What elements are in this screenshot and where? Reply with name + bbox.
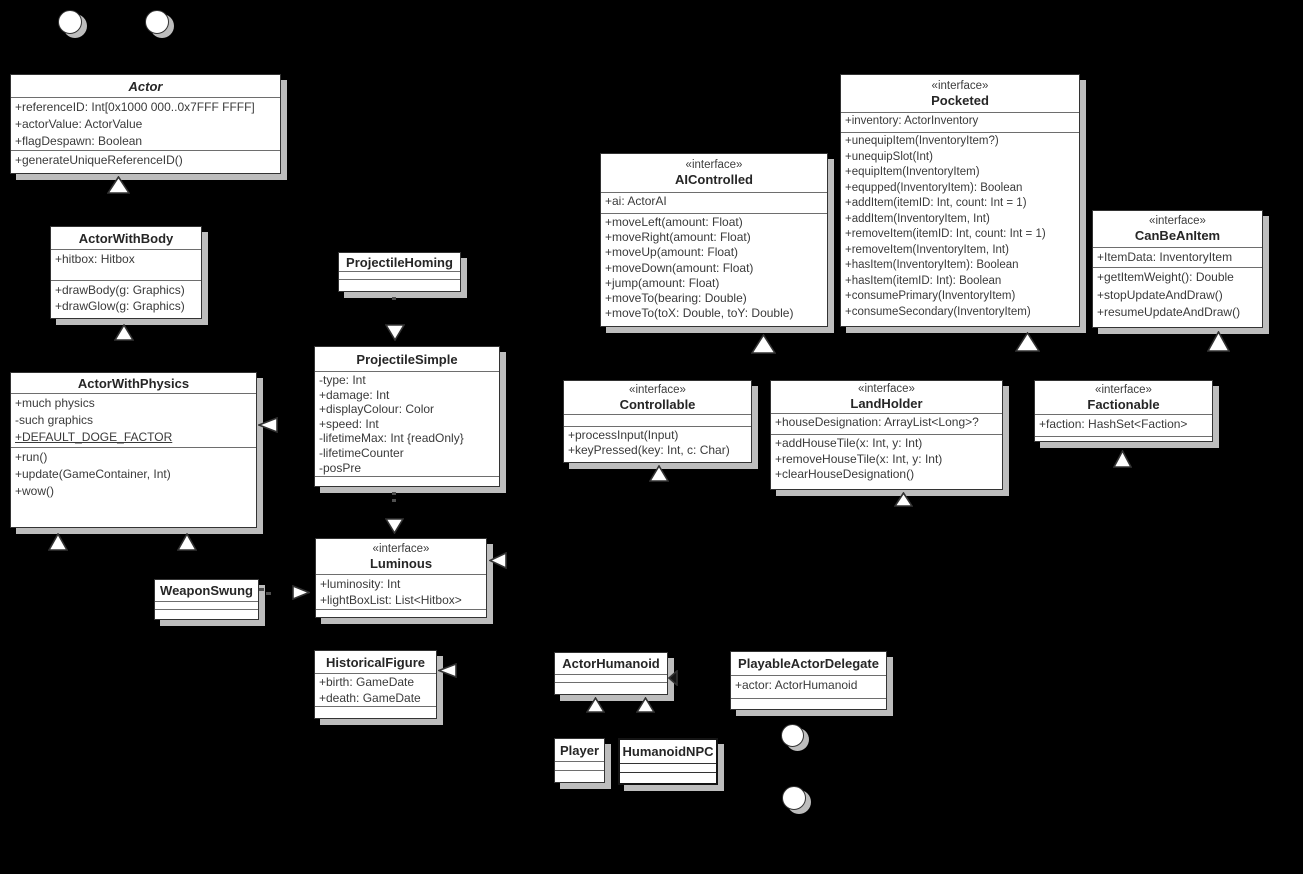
method-item: +hasItem(itemID: Int): Boolean — [845, 274, 1002, 287]
class-title — [316, 539, 486, 575]
methods-compartment — [339, 280, 460, 291]
attribute-item: +birth: GameDate — [319, 675, 415, 689]
attribute-item: +displayColour: Color — [319, 402, 435, 417]
class-name-label: Controllable — [619, 396, 696, 412]
class-name-label: AIControlled — [675, 172, 753, 187]
arrowhead-shape — [587, 698, 604, 712]
methods-compartment — [1093, 268, 1262, 327]
attribute-item: +much physics — [15, 396, 95, 410]
class-title — [1035, 381, 1212, 415]
arrowhead-realization-to-factionable[interactable] — [1113, 450, 1132, 468]
arrowhead-shape — [386, 519, 403, 533]
methods-compartment — [316, 610, 486, 617]
class-box-luminous[interactable] — [315, 538, 487, 618]
method-item: +keyPressed(key: Int, c: Char) — [568, 443, 730, 457]
attributes-compartment — [601, 193, 827, 214]
method-item: +addItem(InventoryItem, Int) — [845, 212, 990, 225]
method-item: +wow() — [15, 484, 55, 498]
interface-ball-top-2[interactable] — [145, 10, 169, 34]
attributes-compartment — [316, 575, 486, 610]
methods-compartment — [51, 281, 201, 318]
dashed-line-dot — [259, 588, 264, 591]
attributes-compartment — [155, 602, 258, 610]
attributes-compartment — [51, 250, 201, 281]
arrowhead-shape — [115, 325, 133, 340]
method-item: +moveTo(toX: Double, toY: Double) — [605, 306, 794, 321]
method-item: +moveTo(bearing: Double) — [605, 291, 747, 306]
arrowhead-shape — [49, 534, 67, 550]
attributes-compartment — [315, 674, 436, 707]
method-item: +update(GameContainer, Int) — [15, 467, 171, 481]
dashed-line-dot — [392, 499, 396, 502]
arrowhead-realization-to-luminous-right[interactable] — [489, 552, 507, 569]
class-box-projectile-homing[interactable] — [338, 252, 461, 292]
method-item: +removeHouseTile(x: Int, y: Int) — [775, 451, 943, 466]
class-box-actor-humanoid[interactable] — [554, 652, 668, 695]
interface-ball-bottom-2[interactable] — [782, 786, 806, 810]
methods-compartment — [771, 435, 1002, 489]
attributes-compartment — [1093, 248, 1262, 268]
methods-compartment — [841, 133, 1079, 326]
class-title — [51, 227, 201, 250]
method-item: +resumeUpdateAndDraw() — [1097, 305, 1241, 319]
stereotype-label: «interface» — [858, 383, 915, 395]
interface-ball-bottom-1[interactable] — [781, 724, 804, 747]
method-item: +moveUp(amount: Float) — [605, 245, 739, 260]
method-item: +run() — [15, 450, 48, 464]
class-title — [601, 154, 827, 193]
class-name-label: Actor — [128, 78, 163, 94]
arrowhead-generalization-to-historical-figure[interactable] — [438, 663, 457, 678]
stereotype-label: «interface» — [629, 383, 686, 396]
attribute-item: +luminosity: Int — [320, 577, 401, 591]
stereotype-label: «interface» — [685, 159, 743, 171]
method-item: +removeItem(InventoryItem, Int) — [845, 243, 1009, 256]
method-item: +generateUniqueReferenceID() — [15, 153, 183, 167]
class-name-label: Luminous — [369, 555, 433, 571]
class-title — [841, 75, 1079, 113]
arrowhead-shape — [259, 418, 277, 432]
attributes-compartment — [771, 414, 1002, 435]
attribute-item: +ItemData: InventoryItem — [1097, 250, 1233, 264]
method-item: +removeItem(itemID: Int, count: Int = 1) — [845, 228, 1046, 240]
class-name-label: ActorHumanoid — [562, 656, 660, 671]
attribute-item: +houseDesignation: ArrayList<Long>? — [775, 415, 979, 429]
class-name-label: LandHolder — [850, 396, 923, 411]
attributes-compartment — [11, 98, 280, 151]
class-box-playable-actor-delegate[interactable] — [730, 651, 887, 710]
methods-compartment — [315, 477, 499, 486]
arrowhead-generalization-to-actor-humanoid-1[interactable] — [586, 697, 605, 713]
class-title — [315, 347, 499, 372]
class-name-label: ProjectileHoming — [346, 254, 453, 270]
dashed-line-dot — [392, 297, 396, 300]
method-item: +drawBody(g: Graphics) — [55, 283, 185, 297]
class-title — [11, 75, 280, 98]
class-title — [11, 373, 256, 394]
attribute-item: +DEFAULT_DOGE_FACTOR — [15, 430, 173, 444]
arrowhead-realization-to-ai-controlled[interactable] — [751, 334, 776, 354]
class-box-pocketed[interactable] — [840, 74, 1080, 327]
class-name-label: ActorWithPhysics — [77, 375, 190, 391]
class-box-can-be-an-item[interactable] — [1092, 210, 1263, 328]
attribute-item: +actor: ActorHumanoid — [735, 678, 858, 692]
attribute-item: +flagDespawn: Boolean — [15, 134, 143, 148]
class-box-actor[interactable] — [10, 74, 281, 174]
attribute-item: -lifetimeMax: Int {readOnly} — [319, 431, 464, 446]
class-name-label: CanBeAnItem — [1134, 228, 1221, 243]
class-title — [339, 253, 460, 272]
arrowhead-shape — [752, 335, 775, 353]
interface-ball-top-1[interactable] — [58, 10, 82, 34]
arrowhead-shape — [650, 466, 668, 481]
attributes-compartment — [731, 676, 886, 699]
class-box-actor-with-physics[interactable] — [10, 372, 257, 528]
method-item: +processInput(Input) — [568, 428, 679, 442]
method-item: +equipItem(InventoryItem) — [845, 166, 980, 178]
class-name-label: Player — [559, 742, 600, 758]
class-box-controllable[interactable] — [563, 380, 752, 463]
method-item: +getItemWeight(): Double — [1097, 270, 1234, 284]
class-name-label: ProjectileSimple — [356, 351, 458, 367]
method-item: +consumePrimary(InventoryItem) — [845, 290, 1016, 302]
attribute-item: +inventory: ActorInventory — [845, 115, 979, 127]
method-item: +addItem(itemID: Int, count: Int = 1) — [845, 197, 1027, 209]
methods-compartment — [11, 448, 256, 527]
arrowhead-shape — [386, 325, 404, 340]
class-title — [555, 739, 604, 762]
stereotype-label: «interface» — [372, 542, 430, 555]
class-title — [1093, 211, 1262, 248]
arrowhead-shape — [490, 553, 506, 568]
attribute-item: +damage: Int — [319, 387, 390, 402]
arrowhead-shape — [1114, 451, 1131, 467]
arrowhead-realization-to-luminous-top[interactable] — [385, 518, 404, 534]
class-title — [555, 653, 667, 675]
method-item: +consumeSecondary(InventoryItem) — [845, 305, 1031, 318]
class-name-label: ActorWithBody — [78, 230, 174, 246]
stereotype-label: «interface» — [931, 79, 989, 92]
class-box-land-holder[interactable] — [770, 380, 1003, 490]
arrowhead-shape — [439, 664, 456, 677]
attribute-item: +ai: ActorAI — [605, 194, 667, 208]
arrowhead-generalization-to-actor-with-physics-1[interactable] — [48, 533, 68, 551]
method-item: +drawGlow(g: Graphics) — [55, 299, 185, 313]
arrowhead-generalization-to-actor-humanoid-2[interactable] — [636, 697, 655, 713]
attribute-item: -lifetimeCounter — [319, 445, 404, 460]
class-title — [620, 740, 716, 764]
method-item: +hasItem(InventoryItem): Boolean — [845, 259, 1019, 271]
arrowhead-realization-to-can-be-an-item[interactable] — [1207, 331, 1230, 352]
method-item: +addHouseTile(x: Int, y: Int) — [775, 436, 923, 450]
methods-compartment — [555, 683, 667, 694]
class-title — [731, 652, 886, 676]
attributes-compartment — [339, 272, 460, 280]
attribute-item: +faction: HashSet<Faction> — [1039, 417, 1188, 431]
arrowhead-shape — [669, 671, 677, 685]
class-box-actor-with-body[interactable] — [50, 226, 202, 319]
class-box-weapon-swung[interactable] — [154, 579, 259, 620]
attribute-item: +speed: Int — [319, 416, 379, 431]
arrowhead-shape — [178, 534, 196, 550]
methods-compartment — [155, 610, 258, 619]
method-item: +moveLeft(amount: Float) — [605, 215, 743, 229]
attribute-item: +referenceID: Int[0x1000 000..0x7FFF FFFF] — [15, 100, 255, 114]
methods-compartment — [11, 151, 280, 173]
attributes-compartment — [564, 415, 751, 427]
attribute-item: -type: Int — [319, 373, 366, 387]
arrowhead-shape — [1208, 332, 1229, 351]
method-item: +jump(amount: Float) — [605, 275, 720, 290]
attributes-compartment — [11, 394, 256, 448]
arrowhead-realization-to-controllable[interactable] — [649, 465, 669, 482]
arrowhead-shape — [895, 493, 912, 506]
arrowhead-shape — [293, 586, 309, 599]
dashed-line-dot — [266, 592, 271, 595]
arrowhead-generalization-to-actor-with-body[interactable] — [114, 324, 134, 341]
attributes-compartment — [1035, 415, 1212, 437]
methods-compartment — [731, 699, 886, 709]
attributes-compartment — [555, 762, 604, 771]
class-box-ai-controlled[interactable] — [600, 153, 828, 327]
attribute-item: -such graphics — [15, 413, 94, 427]
attributes-compartment — [315, 372, 499, 477]
stereotype-label: «interface» — [1095, 383, 1152, 396]
class-box-factionable[interactable] — [1034, 380, 1213, 442]
attributes-compartment — [841, 113, 1079, 133]
methods-compartment — [555, 771, 604, 782]
class-title — [564, 381, 751, 415]
methods-compartment — [620, 773, 716, 783]
method-item: +moveRight(amount: Float) — [605, 230, 751, 245]
method-item: +clearHouseDesignation() — [775, 467, 915, 481]
attribute-item: +death: GameDate — [319, 690, 421, 705]
attributes-compartment — [555, 675, 667, 683]
arrowhead-generalization-to-projectile-simple[interactable] — [385, 324, 405, 341]
class-name-label: HumanoidNPC — [622, 744, 714, 759]
arrowhead-shape — [108, 177, 129, 193]
class-name-label: HistoricalFigure — [326, 654, 425, 670]
class-title — [771, 381, 1002, 414]
class-box-historical-figure[interactable] — [314, 650, 437, 719]
class-name-label: WeaponSwung — [160, 583, 253, 598]
method-item: +stopUpdateAndDraw() — [1097, 287, 1223, 302]
attributes-compartment — [620, 764, 716, 773]
class-name-label: Pocketed — [931, 92, 989, 108]
arrowhead-shape — [1016, 333, 1039, 351]
arrowhead-realization-to-land-holder[interactable] — [894, 492, 913, 507]
class-title — [155, 580, 258, 602]
arrowhead-realization-from-weapon-swung[interactable] — [292, 585, 310, 600]
arrowhead-shape — [637, 698, 654, 712]
method-item: +equpped(InventoryItem): Boolean — [845, 181, 1023, 194]
class-box-humanoid-npc[interactable] — [618, 738, 718, 785]
class-box-projectile-simple[interactable] — [314, 346, 500, 487]
attribute-item: +hitbox: Hitbox — [55, 252, 135, 266]
class-box-player[interactable] — [554, 738, 605, 783]
methods-compartment — [1035, 437, 1212, 441]
arrowhead-generalization-to-actor-with-physics-2[interactable] — [177, 533, 197, 551]
arrowhead-composition-at-actor-humanoid[interactable] — [668, 670, 678, 686]
method-item: +unequipSlot(Int) — [845, 150, 933, 163]
attribute-item: -posPre — [319, 460, 362, 475]
methods-compartment — [601, 214, 827, 326]
method-item: +moveDown(amount: Float) — [605, 260, 754, 275]
attribute-item: +lightBoxList: List<Hitbox> — [320, 593, 462, 607]
class-name-label: Factionable — [1087, 396, 1160, 412]
attribute-item: +actorValue: ActorValue — [15, 117, 143, 131]
class-title — [315, 651, 436, 674]
methods-compartment — [315, 707, 436, 718]
arrowhead-generalization-to-actor[interactable] — [107, 176, 130, 194]
class-name-label: PlayableActorDelegate — [738, 656, 879, 671]
arrowhead-generalization-to-actor-with-physics-3[interactable] — [258, 417, 278, 433]
stereotype-label: «interface» — [1149, 215, 1206, 227]
methods-compartment — [564, 427, 751, 462]
dashed-line-dot — [392, 492, 396, 495]
method-item: +unequipItem(InventoryItem?) — [845, 135, 999, 147]
arrowhead-realization-to-pocketed[interactable] — [1015, 332, 1040, 352]
